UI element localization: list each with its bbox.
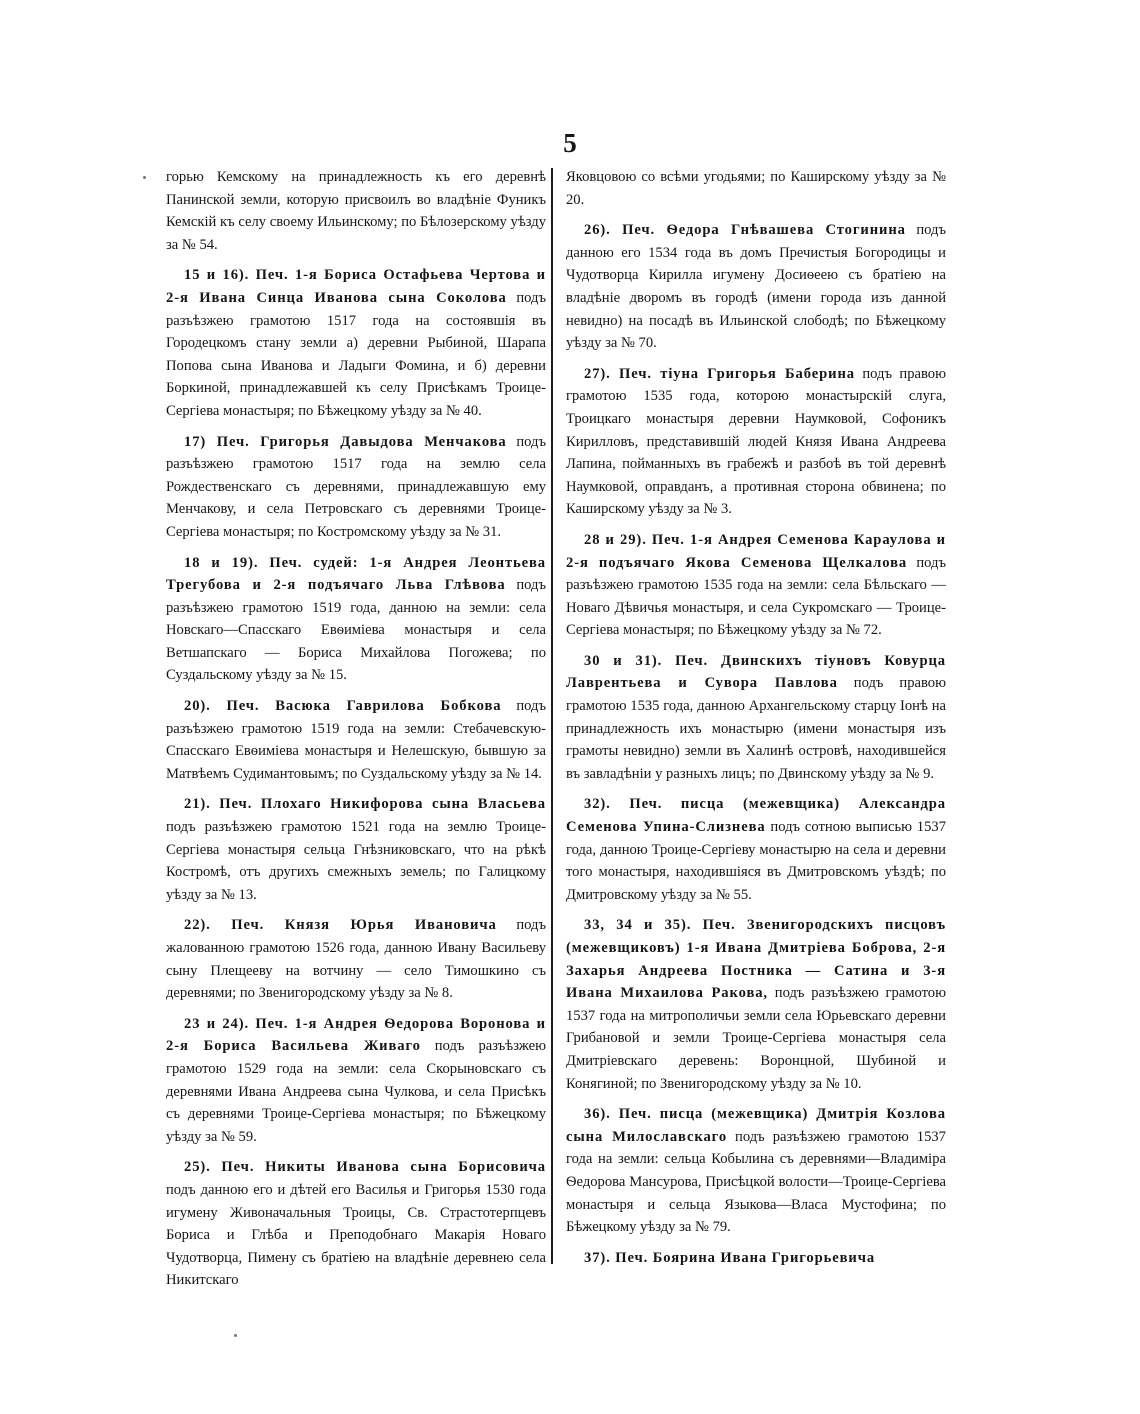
catalog-entry [566, 914, 946, 1095]
scan-speck [143, 176, 146, 179]
entry-text: подъ разъѣзжею грамотою 1529 года на земли: села Скорыновскаго съ деревнями Ивана Андреева сына Чулкова, и села Присѣкъ съ деревнями Троице-Сергіева монастыря; по Бѣжецкому уѣзду за № 59. [166, 1038, 546, 1145]
column-divider [551, 168, 553, 1264]
catalog-entry [166, 264, 546, 422]
entry-heading: 32). Печ. писца (межевщика) Александра Семенова Упина-Слизнева [566, 796, 946, 836]
entry-text: подъ разъѣзжею грамотою 1517 года на состоявшія въ Городецкомъ стану земли а) деревни Рыбиной, Шарапа Попова сына Иванова и Ладыги Фомина, и б) деревни Боркиной, принадлежавшей къ селу Присѣкамъ Троице-Сергіева монастыря; по Бѣжецкому уѣзду за № 40. [166, 289, 546, 419]
entry-text: подъ правою грамотою 1535 года, которою монастырскій слуга, Троицкаго монастыря деревни Наумковой, Софоникъ Кирилловъ, представившій людей Князя Ивана Андреева Лапина, пойманныхъ въ грабежѣ и разбоѣ въ той деревнѣ Наумковой, оправданъ, а противная сторона обвинена; по Каширскому уѣзду за № 3. [566, 365, 947, 518]
entry-text: подъ разъѣзжею грамотою 1519 года на земли: Стебачевскую-Спасскаго Евѳиміева монастыря и Нелешскую, бывшую за Матвѣемъ Судимантовымъ; по Суздальскому уѣзду за № 14. [166, 698, 546, 782]
entry-text: подъ разъѣзжею грамотою 1517 года на землю села Рождественскаго съ деревнями, принадлежавшую ему Менчакову, и села Петровскаго съ деревнями Троице-Сергіева монастыря; по Костромскому уѣзду за № 31. [166, 433, 546, 540]
entry-heading: 22). Печ. Князя Юрья Ивановича [184, 917, 497, 934]
entry-text: подъ разъѣзжею грамотою 1537 года на земли: сельца Кобылина съ деревнями—Владиміра Ѳедорова Мансурова, Присѣцкой волости—Троице-Сергіева монастыря и сельца Языкова—Власа Мустофина; по Бѣжецкому уѣзду за № 79. [566, 1128, 946, 1236]
catalog-entry [166, 431, 546, 544]
entry-heading: 18 и 19). Печ. судей: 1-я Андрея Леонтьева Трегубова и 2-я подъячаго Льва Глѣвова [166, 554, 546, 594]
catalog-entry [166, 1156, 546, 1292]
catalog-entry [166, 914, 546, 1004]
entry-text: подъ разъѣзжею грамотою 1521 года на землю Троице-Сергіева монастыря сельца Гнѣзниковскаго, что на рѣкѣ Костромѣ, отъ другихъ смежныхъ земель; по Галицкому уѣзду за № 13. [166, 819, 546, 903]
entry-text: подъ разъѣзжею грамотою 1537 года на митрополичьи земли села Юрьевскаго деревни Грибановой и земли Троице-Сергіева монастыря села Дмитріевскаго деревень: Воронцной, Шубиной и Конягиной; по Звенигородскому уѣзду за № 10. [566, 985, 946, 1092]
entry-heading: 28 и 29). Печ. 1-я Андрея Семенова Караулова и 2-я подъячаго Якова Семенова Щелкалова [566, 531, 946, 571]
catalog-entry [166, 1013, 546, 1149]
entry-heading: 26). Печ. Ѳедора Гнѣвашева Стогинина [584, 222, 906, 239]
catalog-entry [566, 219, 946, 355]
catalog-entry [566, 166, 946, 211]
entry-heading: 36). Печ. писца (межевщика) Дмитрія Козлова сына Милославскаго [566, 1106, 946, 1145]
entry-text: подъ разъѣзжею грамотою 1535 года на земли: села Бѣльскаго — Новаго Дѣвичья монастыря, и села Сукромскаго — Троице-Сергіева монастыря; по Бѣжецкому уѣзду за № 72. [566, 554, 946, 639]
entry-heading: 21). Печ. Плохаго Никифорова сына Власьева [184, 796, 546, 813]
catalog-entry [166, 166, 546, 256]
entry-heading: 20). Печ. Васюка Гаврилова Бобкова [184, 698, 502, 715]
right-column [566, 166, 946, 1277]
entry-heading: 27). Печ. тіуна Григорья Баберина [584, 365, 855, 382]
entry-text: подъ правою грамотою 1535 года, данною Архангельскому старцу Іонѣ на принадлежность ихъ монастырю (имени монастыря изъ грамоты невидно) земли въ Халинѣ островѣ, находившейся въ завладѣніи у разныхъ лицъ; по Двинскому уѣзду за № 9. [566, 675, 946, 782]
entry-heading: 37). Печ. Боярина Ивана Григорьевича [584, 1249, 876, 1266]
entry-text: горью Кемскому на принадлежность къ его деревнѣ Панинской земли, которую присвоилъ во владѣніе Фуникъ Кемскій къ селу своему Ильинскому; по Бѣлозерскому уѣзду за № 54. [166, 169, 546, 253]
catalog-entry [566, 363, 946, 521]
scan-speck [234, 1334, 237, 1337]
entry-heading: 17) Печ. Григорья Давыдова Менчакова [184, 433, 507, 450]
catalog-entry [566, 793, 946, 906]
catalog-entry [166, 552, 546, 688]
catalog-entry [566, 650, 946, 786]
entry-heading: 30 и 31). Печ. Двинскихъ тіуновъ Ковурца Лаврентьева и Сувора Павлова [566, 652, 946, 692]
left-column [166, 166, 546, 1300]
entry-text: подъ данною его и дѣтей его Василья и Григорья 1530 года игумену Живоначальныя Троицы, Св. Страстотерпцевъ Бориса и Глѣба и Преподобнаго Макарія Новаго Чудотворца, Пимену съ братіею на владѣніе деревнею села Никитскаго [166, 1181, 546, 1289]
catalog-entry [566, 1247, 946, 1270]
entry-heading: 15 и 16). Печ. 1-я Бориса Остафьева Чертова и 2-я Ивана Синца Иванова сына Соколова [166, 267, 546, 306]
catalog-entry [566, 529, 946, 642]
entry-text: подъ сотною выписью 1537 года, данною Троице-Сергіеву монастырю на села и деревни того монастыря, находившіяся въ Дмитровскомъ уѣздѣ; по Дмитровскому уѣзду за № 55. [566, 819, 946, 903]
entry-heading: 33, 34 и 35). Печ. Звенигородскихъ писцовъ (межевщиковъ) 1-я Ивана Дмитріева Боброва, 2-я Захарья Андреева Постника — Сатина и 3-я Ивана Михаилова Ракова, [566, 917, 946, 1002]
entry-text: подъ данною его 1534 года въ домъ Пречистыя Богородицы и Чудотворца Кирилла игумену Досиѳеею съ братіею на владѣніе дворомъ въ городѣ (имени города изъ данной невидно) на посадѣ въ Ильинской слободѣ; по Бѣжецкому уѣзду за № 70. [566, 222, 946, 352]
catalog-entry [566, 1103, 946, 1239]
page-number: 5 [563, 128, 577, 158]
entry-text: подъ разъѣзжею грамотою 1519 года, данною на земли: села Новскаго—Спасскаго Евѳиміева монастыря и села Ветшапскаго — Бориса Михайлова Погожева; по Суздальскому уѣзду за № 15. [166, 577, 546, 684]
catalog-entry [166, 793, 546, 906]
entry-text: Яковцовою со всѣми угодьями; по Каширскому уѣзду за № 20. [566, 169, 946, 208]
catalog-entry [166, 695, 546, 785]
entry-text: подъ жалованною грамотою 1526 года, данною Ивану Васильеву сыну Плещееву на вотчину — село Тимошкино съ деревнями; по Звенигородскому уѣзду за № 8. [166, 917, 546, 1002]
entry-heading: 23 и 24). Печ. 1-я Андрея Ѳедорова Воронова и 2-я Бориса Васильева Живаго [166, 1015, 546, 1055]
entry-heading: 25). Печ. Никиты Иванова сына Борисовича [184, 1159, 546, 1176]
